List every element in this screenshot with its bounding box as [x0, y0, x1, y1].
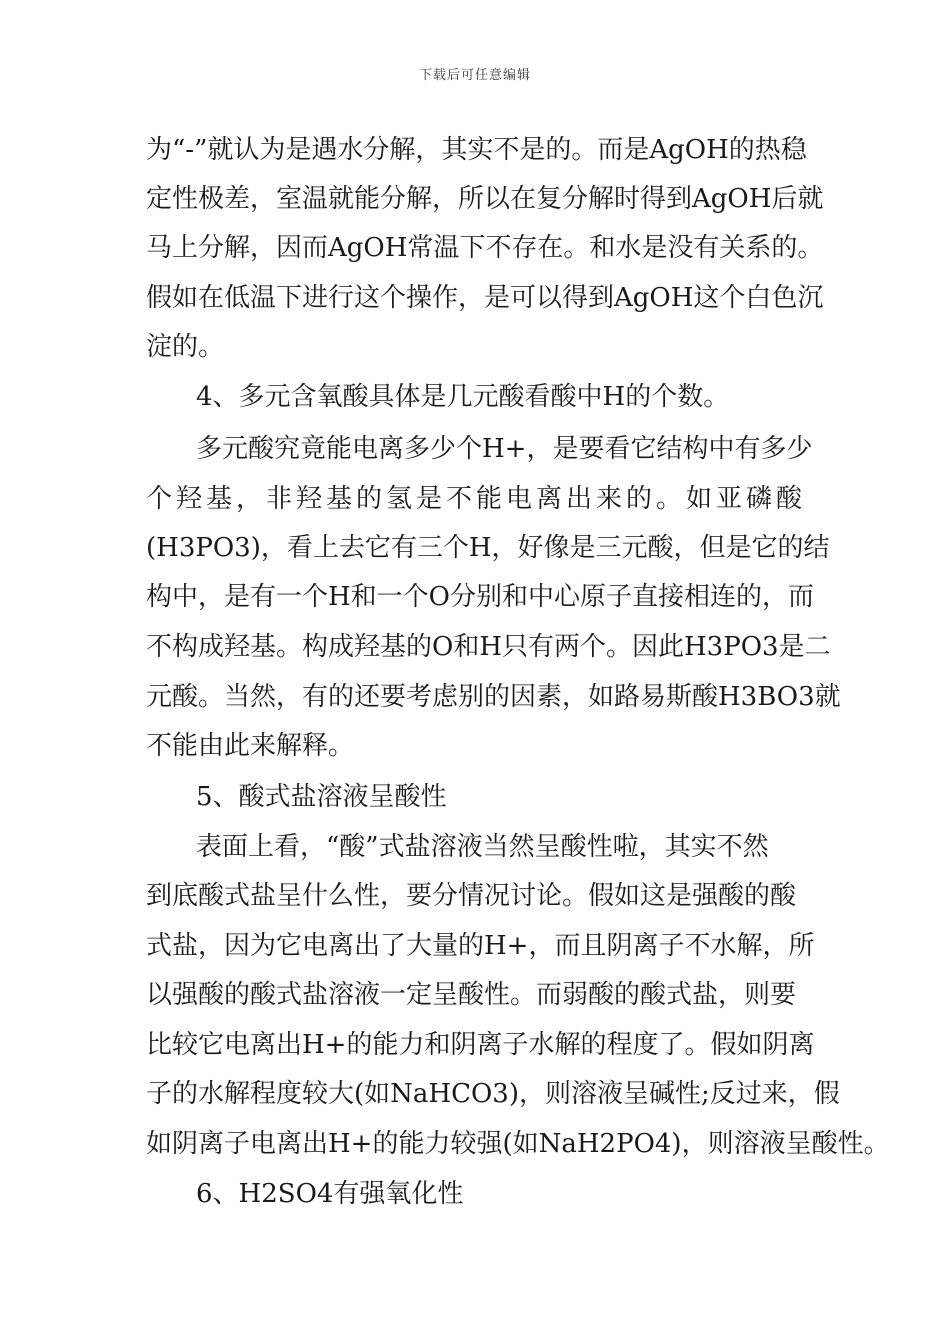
text-line: 马上分解，因而AgOH常温下不存在。和水是没有关系的。 [146, 233, 824, 263]
text-line: 到底酸式盐呈什么性，要分情况讨论。假如这是强酸的酸 [146, 881, 797, 911]
text-line: 多元酸究竟能电离多少个H+，是要看它结构中有多少 [196, 434, 813, 464]
text-line: 不构成羟基。构成羟基的O和H只有两个。因此H3PO3是二 [146, 632, 831, 662]
text-line: 以强酸的酸式盐溶液一定呈酸性。而弱酸的酸式盐，则要 [146, 980, 797, 1010]
text-line: 淀的。 [146, 332, 225, 362]
text-line: 表面上看，“酸”式盐溶液当然呈酸性啦，其实不然 [196, 832, 769, 862]
text-line: 不能由此来解释。 [146, 731, 355, 761]
section-heading: 5、酸式盐溶液呈酸性 [196, 782, 447, 812]
text-line: 定性极差，室温就能分解，所以在复分解时得到AgOH后就 [146, 184, 824, 214]
text-line: 比较它电离出H+的能力和阴离子水解的程度了。假如阴离 [146, 1030, 815, 1060]
text-line: 元酸。当然，有的还要考虑别的因素，如路易斯酸H3BO3就 [146, 682, 841, 712]
text-line: 式盐，因为它电离出了大量的H+，而且阴离子不水解，所 [146, 931, 815, 961]
section-heading: 6、H2SO4有强氧化性 [196, 1179, 464, 1209]
text-line: 构中，是有一个H和一个O分别和中心原子直接相连的，而 [146, 582, 814, 612]
page-header: 下载后可任意编辑 [418, 68, 531, 83]
text-line: 假如在低温下进行这个操作，是可以得到AgOH这个白色沉 [146, 283, 824, 313]
text-line: 为“-”就认为是遇水分解，其实不是的。而是AgOH的热稳 [146, 135, 807, 165]
text-line: 个羟基，非羟基的氢是不能电离出来的。如亚磷酸 [146, 484, 807, 514]
text-line: 如阴离子电离出H+的能力较强(如NaH2PO4)，则溶液呈酸性。 [146, 1129, 890, 1159]
section-heading: 4、多元含氧酸具体是几元酸看酸中H的个数。 [196, 382, 730, 412]
text-line: 子的水解程度较大(如NaHCO3)，则溶液呈碱性;反过来，假 [146, 1079, 840, 1109]
text-line: (H3PO3)，看上去它有三个H，好像是三元酸，但是它的结 [146, 533, 830, 563]
